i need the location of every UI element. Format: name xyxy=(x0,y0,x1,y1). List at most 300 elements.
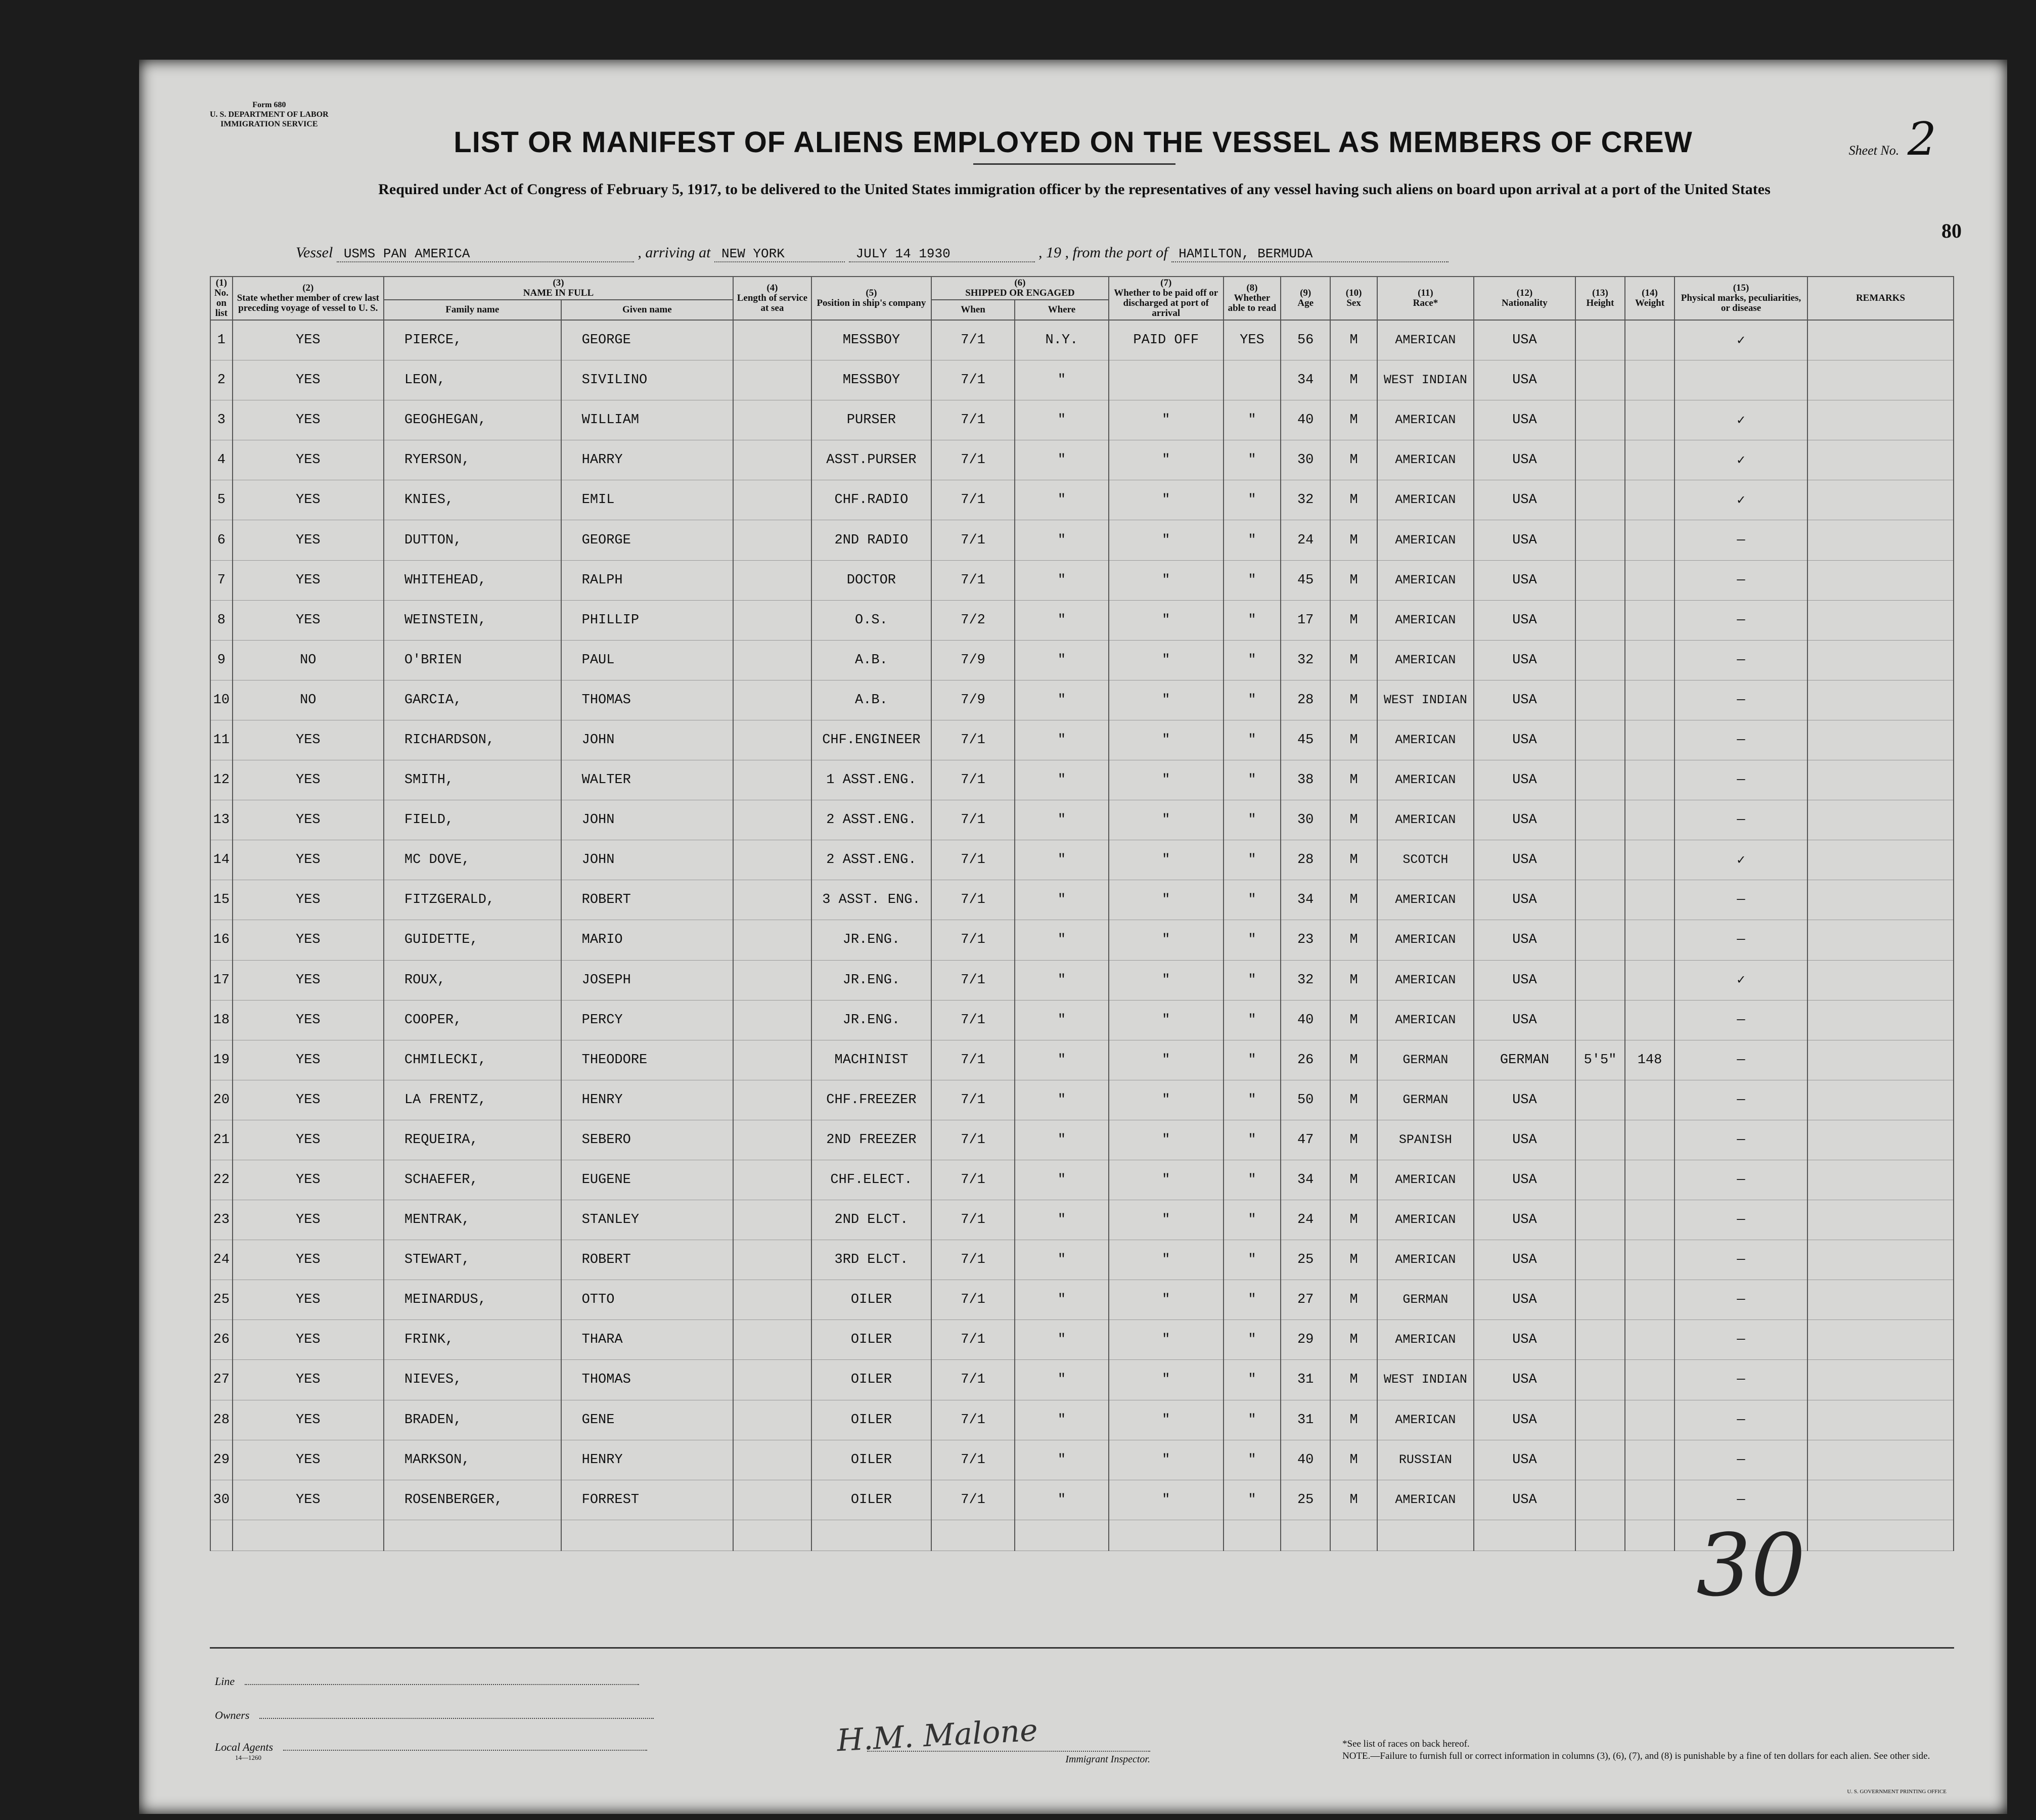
remarks-cell xyxy=(1807,1280,1954,1320)
blank-cell xyxy=(811,1520,931,1551)
length-of-service-cell xyxy=(733,520,811,560)
agents-field xyxy=(215,1741,647,1762)
shipped-where-cell: " xyxy=(1015,720,1109,760)
physical-marks-cell: — xyxy=(1675,1000,1807,1040)
page-number: 80 xyxy=(1941,219,1962,242)
row-number-cell: 23 xyxy=(210,1200,233,1240)
given-name-cell: THOMAS xyxy=(561,680,733,720)
nationality-cell: USA xyxy=(1474,320,1575,360)
physical-marks-cell: — xyxy=(1675,720,1807,760)
race-cell: AMERICAN xyxy=(1377,1400,1474,1440)
remarks-cell xyxy=(1807,520,1954,560)
age-cell: 30 xyxy=(1281,800,1330,840)
length-of-service-cell xyxy=(733,360,811,400)
physical-marks-cell: — xyxy=(1675,1400,1807,1440)
physical-marks-cell: — xyxy=(1675,1240,1807,1280)
given-name-cell: THEODORE xyxy=(561,1040,733,1080)
age-cell: 34 xyxy=(1281,1160,1330,1200)
sex-cell: M xyxy=(1330,1200,1377,1240)
family-name-cell: RYERSON, xyxy=(384,440,561,480)
previous-voyage-cell: YES xyxy=(233,1320,384,1360)
table-bottom-rule xyxy=(210,1647,1954,1649)
position-cell: MACHINIST xyxy=(811,1040,931,1080)
length-of-service-cell xyxy=(733,640,811,680)
given-name-cell: SIVILINO xyxy=(561,360,733,400)
position-cell: 2ND ELCT. xyxy=(811,1200,931,1240)
race-cell: AMERICAN xyxy=(1377,1480,1474,1520)
age-cell: 45 xyxy=(1281,720,1330,760)
weight-cell xyxy=(1625,400,1675,440)
shipped-where-cell: " xyxy=(1015,1320,1109,1360)
length-of-service-cell xyxy=(733,920,811,960)
paid-off-cell: " xyxy=(1109,760,1224,800)
shipped-where-cell: " xyxy=(1015,1360,1109,1400)
physical-marks-cell: — xyxy=(1675,1200,1807,1240)
weight-cell xyxy=(1625,440,1675,480)
shipped-where-cell: " xyxy=(1015,760,1109,800)
paid-off-cell: " xyxy=(1109,1040,1224,1080)
shipped-when-cell: 7/1 xyxy=(931,1080,1015,1120)
paid-off-cell: " xyxy=(1109,480,1224,520)
given-name-cell: RALPH xyxy=(561,560,733,600)
shipped-where-cell: " xyxy=(1015,440,1109,480)
table-row xyxy=(210,920,1954,960)
family-name-cell: BRADEN, xyxy=(384,1400,561,1440)
sheet-number-label: Sheet No. xyxy=(1848,143,1899,158)
given-name-cell: MARIO xyxy=(561,920,733,960)
blank-cell xyxy=(1330,1520,1377,1551)
paid-off-cell: " xyxy=(1109,1120,1224,1160)
position-cell: CHF.RADIO xyxy=(811,480,931,520)
position-cell: MESSBOY xyxy=(811,360,931,400)
nationality-cell: USA xyxy=(1474,1000,1575,1040)
remarks-cell xyxy=(1807,320,1954,360)
race-cell: AMERICAN xyxy=(1377,640,1474,680)
able-to-read-cell xyxy=(1224,360,1281,400)
remarks-cell xyxy=(1807,1040,1954,1080)
position-cell: OILER xyxy=(811,1400,931,1440)
weight-cell xyxy=(1625,520,1675,560)
length-of-service-cell xyxy=(733,1160,811,1200)
owners-field xyxy=(215,1709,654,1722)
height-cell xyxy=(1575,960,1625,1000)
weight-cell xyxy=(1625,1160,1675,1200)
table-row xyxy=(210,1400,1954,1440)
race-cell: GERMAN xyxy=(1377,1280,1474,1320)
shipped-when-cell: 7/1 xyxy=(931,800,1015,840)
shipped-when-cell: 7/1 xyxy=(931,1480,1015,1520)
able-to-read-cell: " xyxy=(1224,1000,1281,1040)
column-header-weight: (14) Weight xyxy=(1625,277,1675,320)
weight-cell xyxy=(1625,600,1675,640)
nationality-cell: USA xyxy=(1474,1360,1575,1400)
given-name-cell: HARRY xyxy=(561,440,733,480)
previous-voyage-cell: YES xyxy=(233,1000,384,1040)
physical-marks-cell: — xyxy=(1675,1280,1807,1320)
physical-marks-cell: — xyxy=(1675,1120,1807,1160)
able-to-read-cell: " xyxy=(1224,1040,1281,1080)
nationality-cell: USA xyxy=(1474,680,1575,720)
column-header-when: When xyxy=(931,300,1015,320)
row-number-cell: 14 xyxy=(210,840,233,880)
given-name-cell: ROBERT xyxy=(561,1240,733,1280)
position-cell: 3RD ELCT. xyxy=(811,1240,931,1280)
physical-marks-cell: — xyxy=(1675,1160,1807,1200)
physical-marks-cell: — xyxy=(1675,560,1807,600)
weight-cell xyxy=(1625,1480,1675,1520)
shipped-where-cell: " xyxy=(1015,840,1109,880)
length-of-service-cell xyxy=(733,1480,811,1520)
height-cell xyxy=(1575,480,1625,520)
race-cell: AMERICAN xyxy=(1377,520,1474,560)
previous-voyage-cell: NO xyxy=(233,640,384,680)
shipped-where-cell: " xyxy=(1015,920,1109,960)
position-cell: OILER xyxy=(811,1480,931,1520)
remarks-cell xyxy=(1807,880,1954,920)
weight-cell xyxy=(1625,1400,1675,1440)
shipped-when-cell: 7/1 xyxy=(931,1000,1015,1040)
shipped-when-cell: 7/1 xyxy=(931,720,1015,760)
nationality-cell: USA xyxy=(1474,760,1575,800)
paid-off-cell: " xyxy=(1109,1400,1224,1440)
sex-cell: M xyxy=(1330,480,1377,520)
column-header-sex: (10) Sex xyxy=(1330,277,1377,320)
given-name-cell: WILLIAM xyxy=(561,400,733,440)
weight-cell xyxy=(1625,1000,1675,1040)
nationality-cell: USA xyxy=(1474,1480,1575,1520)
race-cell: GERMAN xyxy=(1377,1040,1474,1080)
height-cell xyxy=(1575,1440,1625,1480)
column-header-remarks: REMARKS xyxy=(1807,277,1954,320)
column-header-name: (3) NAME IN FULL xyxy=(384,277,733,300)
height-cell xyxy=(1575,1200,1625,1240)
height-cell xyxy=(1575,1480,1625,1520)
length-of-service-cell xyxy=(733,720,811,760)
line-field xyxy=(215,1675,639,1688)
sex-cell: M xyxy=(1330,960,1377,1000)
position-cell: OILER xyxy=(811,1320,931,1360)
able-to-read-cell: " xyxy=(1224,1400,1281,1440)
nationality-cell: USA xyxy=(1474,560,1575,600)
shipped-where-cell: " xyxy=(1015,1160,1109,1200)
age-cell: 34 xyxy=(1281,360,1330,400)
race-cell: AMERICAN xyxy=(1377,1000,1474,1040)
remarks-cell xyxy=(1807,920,1954,960)
sex-cell: M xyxy=(1330,1320,1377,1360)
sex-cell: M xyxy=(1330,720,1377,760)
table-row xyxy=(210,880,1954,920)
weight-cell xyxy=(1625,680,1675,720)
able-to-read-cell: " xyxy=(1224,1200,1281,1240)
row-number-cell: 6 xyxy=(210,520,233,560)
agents-label: Local Agents xyxy=(215,1741,274,1753)
age-cell: 40 xyxy=(1281,1000,1330,1040)
previous-voyage-cell: YES xyxy=(233,840,384,880)
age-cell: 40 xyxy=(1281,400,1330,440)
position-cell: 2ND RADIO xyxy=(811,520,931,560)
sex-cell: M xyxy=(1330,920,1377,960)
able-to-read-cell: " xyxy=(1224,400,1281,440)
height-cell xyxy=(1575,320,1625,360)
weight-cell xyxy=(1625,1120,1675,1160)
able-to-read-cell: " xyxy=(1224,800,1281,840)
shipped-where-cell: " xyxy=(1015,1240,1109,1280)
shipped-when-cell: 7/9 xyxy=(931,680,1015,720)
given-name-cell: EUGENE xyxy=(561,1160,733,1200)
paid-off-cell: " xyxy=(1109,840,1224,880)
row-number-cell: 19 xyxy=(210,1040,233,1080)
sex-cell: M xyxy=(1330,1040,1377,1080)
weight-cell xyxy=(1625,800,1675,840)
family-name-cell: FRINK, xyxy=(384,1320,561,1360)
sex-cell: M xyxy=(1330,560,1377,600)
shipped-when-cell: 7/1 xyxy=(931,520,1015,560)
race-cell: WEST INDIAN xyxy=(1377,680,1474,720)
paid-off-cell: PAID OFF xyxy=(1109,320,1224,360)
family-name-cell: SCHAEFER, xyxy=(384,1160,561,1200)
age-cell: 32 xyxy=(1281,480,1330,520)
race-cell: AMERICAN xyxy=(1377,400,1474,440)
family-name-cell: REQUEIRA, xyxy=(384,1120,561,1160)
age-cell: 24 xyxy=(1281,1200,1330,1240)
race-cell: AMERICAN xyxy=(1377,800,1474,840)
physical-marks-cell: ✓ xyxy=(1675,840,1807,880)
age-cell: 45 xyxy=(1281,560,1330,600)
weight-cell xyxy=(1625,760,1675,800)
table-row xyxy=(210,400,1954,440)
physical-marks-cell: ✓ xyxy=(1675,400,1807,440)
position-cell: JR.ENG. xyxy=(811,1000,931,1040)
able-to-read-cell: " xyxy=(1224,840,1281,880)
shipped-when-cell: 7/1 xyxy=(931,880,1015,920)
height-cell xyxy=(1575,1160,1625,1200)
shipped-where-cell: " xyxy=(1015,1440,1109,1480)
remarks-cell xyxy=(1807,640,1954,680)
previous-voyage-cell: YES xyxy=(233,1360,384,1400)
remarks-cell xyxy=(1807,1440,1954,1480)
arriving-place: NEW YORK xyxy=(714,246,845,262)
family-name-cell: ROUX, xyxy=(384,960,561,1000)
height-cell xyxy=(1575,600,1625,640)
family-name-cell: COOPER, xyxy=(384,1000,561,1040)
remarks-cell xyxy=(1807,760,1954,800)
shipped-when-cell: 7/1 xyxy=(931,760,1015,800)
height-cell xyxy=(1575,360,1625,400)
blank-cell xyxy=(1474,1520,1575,1551)
shipped-where-cell: " xyxy=(1015,600,1109,640)
table-row xyxy=(210,800,1954,840)
sex-cell: M xyxy=(1330,1120,1377,1160)
previous-voyage-cell: YES xyxy=(233,600,384,640)
row-number-cell: 7 xyxy=(210,560,233,600)
nationality-cell: USA xyxy=(1474,720,1575,760)
family-name-cell: MC DOVE, xyxy=(384,840,561,880)
position-cell: CHF.ENGINEER xyxy=(811,720,931,760)
able-to-read-cell: " xyxy=(1224,680,1281,720)
row-number-cell: 1 xyxy=(210,320,233,360)
given-name-cell: JOHN xyxy=(561,800,733,840)
family-name-cell: LEON, xyxy=(384,360,561,400)
nationality-cell: USA xyxy=(1474,880,1575,920)
row-number-cell: 5 xyxy=(210,480,233,520)
arriving-label: , arriving at xyxy=(638,244,711,261)
shipped-where-cell: " xyxy=(1015,880,1109,920)
sex-cell: M xyxy=(1330,1280,1377,1320)
table-row xyxy=(210,640,1954,680)
given-name-cell: THARA xyxy=(561,1320,733,1360)
weight-cell xyxy=(1625,880,1675,920)
paid-off-cell: " xyxy=(1109,920,1224,960)
age-cell: 25 xyxy=(1281,1480,1330,1520)
race-cell: AMERICAN xyxy=(1377,1160,1474,1200)
footer-notes xyxy=(1342,1738,1939,1762)
family-name-cell: MARKSON, xyxy=(384,1440,561,1480)
remarks-cell xyxy=(1807,1160,1954,1200)
length-of-service-cell xyxy=(733,600,811,640)
nationality-cell: USA xyxy=(1474,840,1575,880)
paid-off-cell: " xyxy=(1109,1160,1224,1200)
line-label: Line xyxy=(215,1675,235,1688)
position-cell: OILER xyxy=(811,1440,931,1480)
sex-cell: M xyxy=(1330,440,1377,480)
paid-off-cell: " xyxy=(1109,1200,1224,1240)
races-note: *See list of races on back hereof. xyxy=(1342,1739,1470,1749)
table-row xyxy=(210,1200,1954,1240)
sex-cell: M xyxy=(1330,760,1377,800)
remarks-cell xyxy=(1807,840,1954,880)
table-row xyxy=(210,1080,1954,1120)
remarks-cell xyxy=(1807,480,1954,520)
race-cell: AMERICAN xyxy=(1377,560,1474,600)
sex-cell: M xyxy=(1330,880,1377,920)
length-of-service-cell xyxy=(733,1200,811,1240)
row-number-cell: 20 xyxy=(210,1080,233,1120)
able-to-read-cell: " xyxy=(1224,640,1281,680)
arriving-date: JULY 14 1930 xyxy=(849,246,1035,262)
from-port: HAMILTON, BERMUDA xyxy=(1171,246,1449,262)
sex-cell: M xyxy=(1330,1240,1377,1280)
blank-cell xyxy=(1377,1520,1474,1551)
physical-marks-cell: ✓ xyxy=(1675,960,1807,1000)
column-header-where: Where xyxy=(1015,300,1109,320)
given-name-cell: HENRY xyxy=(561,1080,733,1120)
able-to-read-cell: " xyxy=(1224,1360,1281,1400)
nationality-cell: USA xyxy=(1474,360,1575,400)
column-header-position: (5) Position in ship's company xyxy=(811,277,931,320)
position-cell: OILER xyxy=(811,1360,931,1400)
sex-cell: M xyxy=(1330,680,1377,720)
shipped-when-cell: 7/1 xyxy=(931,1240,1015,1280)
nationality-cell: USA xyxy=(1474,1400,1575,1440)
age-cell: 27 xyxy=(1281,1280,1330,1320)
physical-marks-cell xyxy=(1675,360,1807,400)
penalty-note: NOTE.—Failure to furnish full or correct information in columns (3), (6), (7), and (8) is punishable by a fine of ten dollars for each alien. See other side. xyxy=(1342,1751,1930,1761)
table-row xyxy=(210,600,1954,640)
title-rule xyxy=(973,163,1175,165)
table-row xyxy=(210,1040,1954,1080)
height-cell xyxy=(1575,1120,1625,1160)
physical-marks-cell: — xyxy=(1675,1040,1807,1080)
sex-cell: M xyxy=(1330,1160,1377,1200)
table-row xyxy=(210,480,1954,520)
paid-off-cell: " xyxy=(1109,1480,1224,1520)
previous-voyage-cell: YES xyxy=(233,480,384,520)
shipped-when-cell: 7/1 xyxy=(931,1040,1015,1080)
sex-cell: M xyxy=(1330,320,1377,360)
nationality-cell: USA xyxy=(1474,920,1575,960)
able-to-read-cell: " xyxy=(1224,1440,1281,1480)
nationality-cell: GERMAN xyxy=(1474,1040,1575,1080)
paid-off-cell: " xyxy=(1109,1280,1224,1320)
sex-cell: M xyxy=(1330,1360,1377,1400)
shipped-where-cell: " xyxy=(1015,800,1109,840)
height-cell xyxy=(1575,640,1625,680)
given-name-cell: JOSEPH xyxy=(561,960,733,1000)
physical-marks-cell: — xyxy=(1675,1480,1807,1520)
remarks-cell xyxy=(1807,720,1954,760)
able-to-read-cell: " xyxy=(1224,440,1281,480)
able-to-read-cell: " xyxy=(1224,1120,1281,1160)
shipped-when-cell: 7/1 xyxy=(931,920,1015,960)
position-cell: CHF.FREEZER xyxy=(811,1080,931,1120)
able-to-read-cell: " xyxy=(1224,1480,1281,1520)
table-row xyxy=(210,1480,1954,1520)
year-label: , 19 xyxy=(1038,244,1061,261)
family-name-cell: WHITEHEAD, xyxy=(384,560,561,600)
family-name-cell: MENTRAK, xyxy=(384,1200,561,1240)
position-cell: 1 ASST.ENG. xyxy=(811,760,931,800)
height-cell: 5'5" xyxy=(1575,1040,1625,1080)
position-cell: DOCTOR xyxy=(811,560,931,600)
nationality-cell: USA xyxy=(1474,960,1575,1000)
previous-voyage-cell: YES xyxy=(233,960,384,1000)
physical-marks-cell: — xyxy=(1675,600,1807,640)
length-of-service-cell xyxy=(733,960,811,1000)
shipped-when-cell: 7/1 xyxy=(931,1320,1015,1360)
table-row xyxy=(210,960,1954,1000)
table-row xyxy=(210,1280,1954,1320)
paid-off-cell xyxy=(1109,360,1224,400)
blank-cell xyxy=(1109,1520,1224,1551)
length-of-service-cell xyxy=(733,1400,811,1440)
physical-marks-cell: — xyxy=(1675,1440,1807,1480)
length-of-service-cell xyxy=(733,800,811,840)
shipped-where-cell: " xyxy=(1015,960,1109,1000)
length-of-service-cell xyxy=(733,320,811,360)
previous-voyage-cell: YES xyxy=(233,1200,384,1240)
column-header-age: (9) Age xyxy=(1281,277,1330,320)
length-of-service-cell xyxy=(733,760,811,800)
weight-cell xyxy=(1625,360,1675,400)
row-number-cell: 18 xyxy=(210,1000,233,1040)
given-name-cell: STANLEY xyxy=(561,1200,733,1240)
column-header-service: (4) Length of service at sea xyxy=(733,277,811,320)
row-number-cell: 4 xyxy=(210,440,233,480)
previous-voyage-cell: YES xyxy=(233,880,384,920)
age-cell: 30 xyxy=(1281,440,1330,480)
from-port-label: , from the port of xyxy=(1065,244,1168,261)
shipped-where-cell: " xyxy=(1015,1120,1109,1160)
form-identifier xyxy=(210,100,329,129)
length-of-service-cell xyxy=(733,1240,811,1280)
shipped-when-cell: 7/1 xyxy=(931,1440,1015,1480)
race-cell: SPANISH xyxy=(1377,1120,1474,1160)
vessel-line xyxy=(296,244,1449,262)
blank-cell xyxy=(1224,1520,1281,1551)
height-cell xyxy=(1575,1280,1625,1320)
height-cell xyxy=(1575,1000,1625,1040)
age-cell: 17 xyxy=(1281,600,1330,640)
